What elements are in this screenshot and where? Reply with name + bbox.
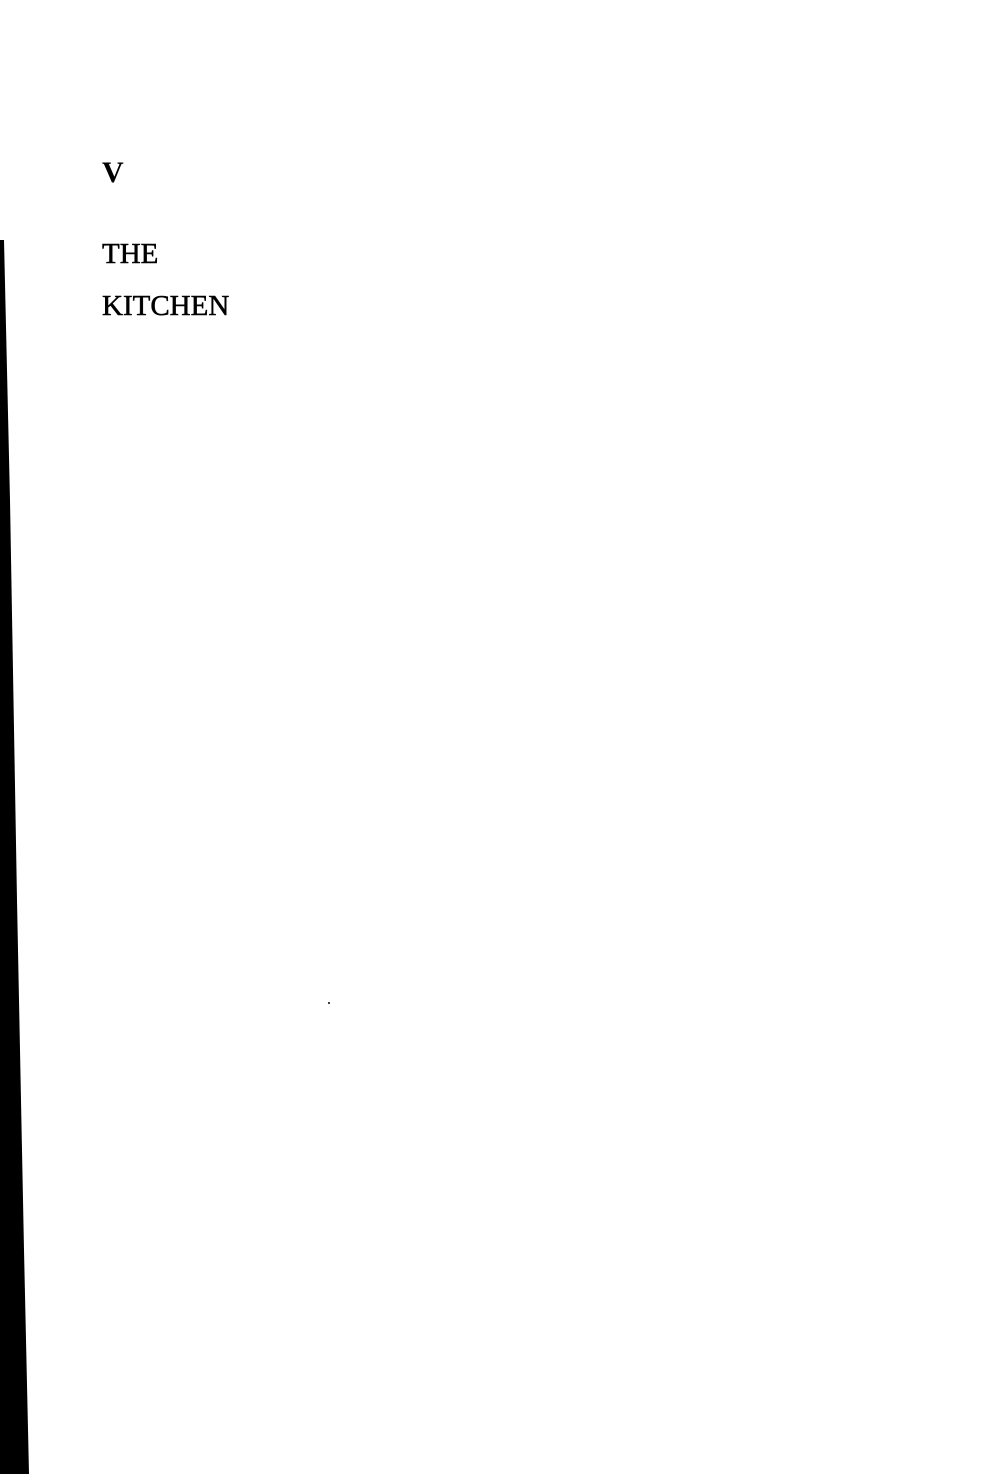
chapter-title-line-2: KITCHEN: [102, 290, 230, 322]
chapter-title: [102, 240, 229, 344]
chapter-title-line-1: THE: [102, 238, 159, 270]
chapter-number: V: [102, 156, 125, 189]
ink-speck: [328, 1002, 330, 1004]
